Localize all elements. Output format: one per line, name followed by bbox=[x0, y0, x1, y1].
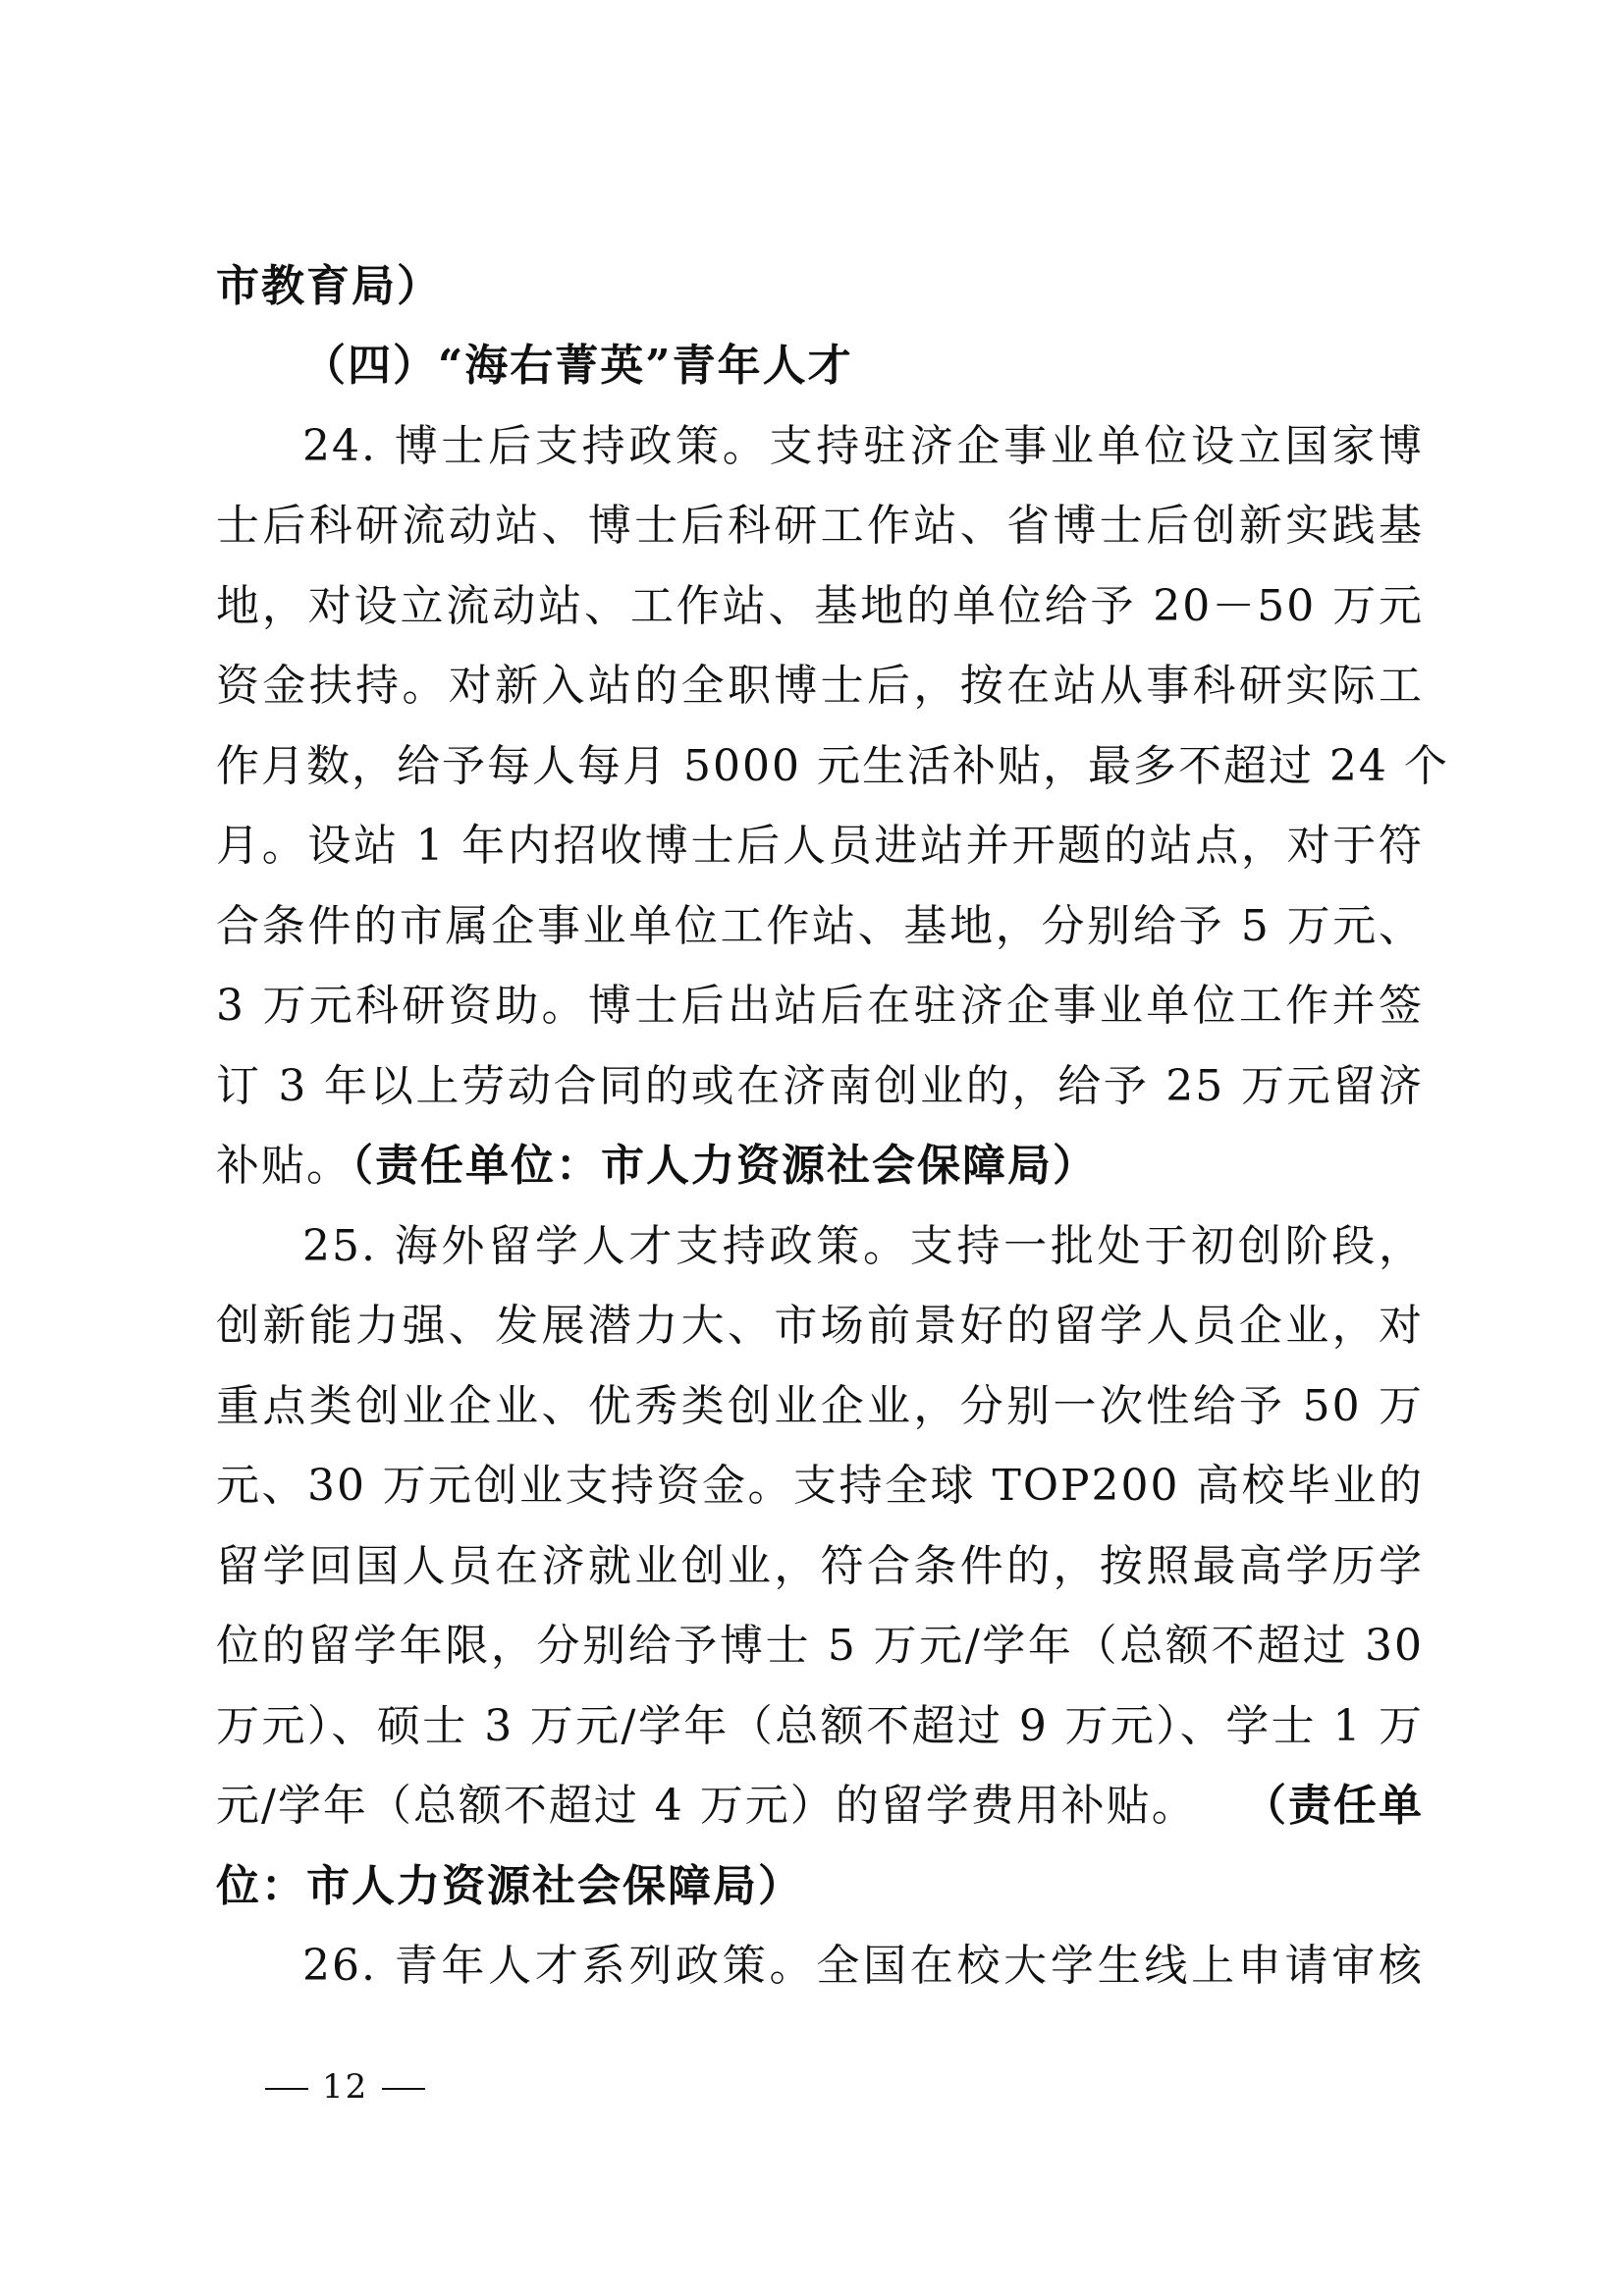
text-line-12: 补贴。（责任单位：市人力资源社会保障局） bbox=[216, 1141, 1098, 1191]
text-line-6: 资金扶持。对新入站的全职博士后，按在站从事科研实际工 bbox=[216, 661, 1424, 711]
text-line-20: 元/学年（总额不超过 4 万元）的留学费用补贴。 （责任单 bbox=[216, 1777, 1424, 1836]
responsibility-note: （责任单位：市人力资源社会保障局） bbox=[352, 1141, 1098, 1191]
page-number: 12 bbox=[322, 2067, 369, 2107]
text-line-11: 订 3 年以上劳动合同的或在济南创业的，给予 25 万元留济 bbox=[216, 1061, 1424, 1111]
text-line-8: 月。设站 1 年内招收博士后人员进站并开题的站点，对于符 bbox=[216, 821, 1424, 871]
item-26-heading-line: 26. 青年人才系列政策。全国在校大学生线上申请审核 bbox=[302, 1941, 1424, 1991]
text-line-18: 位的留学年限，分别给予博士 5 万元/学年（总额不超过 30 bbox=[216, 1621, 1424, 1671]
footer-dash-left bbox=[265, 2088, 308, 2090]
item-24-heading-line: 24. 博士后支持政策。支持驻济企事业单位设立国家博 bbox=[302, 421, 1424, 471]
text-line-21: 位：市人力资源社会保障局） bbox=[216, 1861, 803, 1911]
text-line-1: 市教育局） bbox=[216, 261, 442, 311]
text-line-16: 元、30 万元创业支持资金。支持全球 TOP200 高校毕业的 bbox=[216, 1461, 1424, 1511]
text-line-14: 创新能力强、发展潜力大、市场前景好的留学人员企业，对 bbox=[216, 1301, 1424, 1351]
text-line-5: 地，对设立流动站、工作站、基地的单位给予 20－50 万元 bbox=[216, 581, 1424, 631]
responsibility-note: （责任单 bbox=[1243, 1781, 1424, 1831]
text-line-19: 万元）、硕士 3 万元/学年（总额不超过 9 万元）、学士 1 万 bbox=[216, 1701, 1424, 1751]
item-25-heading-line: 25. 海外留学人才支持政策。支持一批处于初创阶段， bbox=[302, 1221, 1424, 1271]
section-heading: （四）“海右菁英”青年人才 bbox=[302, 341, 853, 391]
page-footer bbox=[251, 2065, 439, 2109]
text-line-9: 合条件的市属企事业单位工作站、基地，分别给予 5 万元、 bbox=[216, 901, 1424, 951]
text-line-15: 重点类创业企业、优秀类创业企业，分别一次性给予 50 万 bbox=[216, 1381, 1424, 1431]
footer-dash-right bbox=[382, 2088, 425, 2090]
text-line-4: 士后科研流动站、博士后科研工作站、省博士后创新实践基 bbox=[216, 501, 1424, 551]
text-line-7: 作月数，给予每人每月 5000 元生活补贴，最多不超过 24 个 bbox=[216, 741, 1449, 791]
text-line-17: 留学回国人员在济就业创业，符合条件的，按照最高学历学 bbox=[216, 1541, 1424, 1591]
text-line-10: 3 万元科研资助。博士后出站后在驻济企事业单位工作并签 bbox=[216, 981, 1424, 1031]
